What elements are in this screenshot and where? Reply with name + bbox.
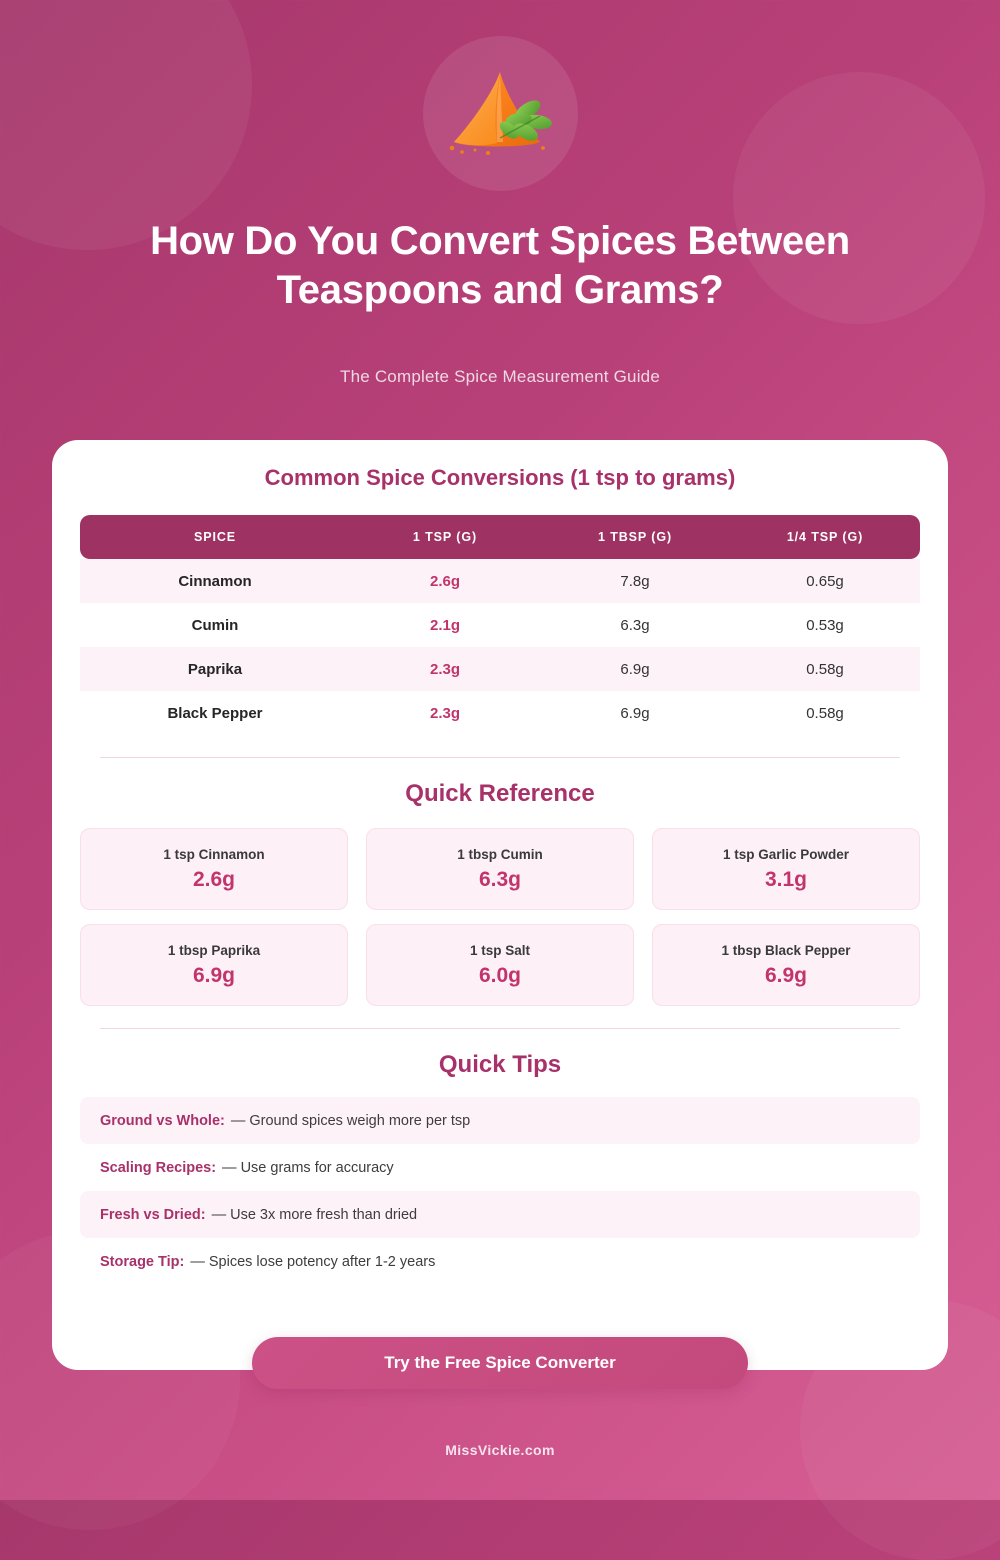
quick-tips-list [80, 1097, 920, 1285]
column-header-tbsp: 1 TBSP (G) [540, 515, 730, 559]
table-row [80, 603, 920, 647]
column-header-spice: SPICE [80, 515, 350, 559]
cell-tsp: 2.3g [350, 691, 540, 735]
cell-tsp: 2.1g [350, 603, 540, 647]
cell-tsp: 2.3g [350, 647, 540, 691]
cell-tbsp: 6.9g [540, 647, 730, 691]
quick-reference-label: 1 tsp Garlic Powder [722, 846, 850, 862]
spice-powder-pile-icon [444, 62, 556, 166]
list-item [80, 1097, 920, 1144]
tip-text: — Ground spices weigh more per tsp [230, 1112, 471, 1129]
cell-tbsp: 6.3g [540, 603, 730, 647]
quick-reference-card[interactable] [652, 924, 920, 1006]
conversions-table-title: Common Spice Conversions (1 tsp to grams) [264, 465, 736, 490]
table-row [80, 691, 920, 735]
table-row [80, 647, 920, 691]
quick-reference-value: 6.3g [478, 867, 522, 891]
cell-tbsp: 6.9g [540, 691, 730, 735]
cell-quarter-tsp: 0.58g [730, 647, 920, 691]
cell-tsp: 2.6g [350, 559, 540, 603]
divider-above-quick-reference [100, 757, 900, 758]
header [0, 0, 1000, 387]
conversions-table [80, 515, 920, 735]
quick-reference-card[interactable] [80, 828, 348, 910]
quick-reference-label: 1 tbsp Paprika [167, 942, 261, 958]
table-row [80, 559, 920, 603]
divider-above-quick-tips [100, 1028, 900, 1029]
quick-tips-title: Quick Tips [438, 1051, 562, 1078]
tip-label: Storage Tip: [100, 1253, 185, 1270]
cell-quarter-tsp: 0.53g [730, 603, 920, 647]
list-item [80, 1144, 920, 1191]
column-header-tsp: 1 TSP (G) [350, 515, 540, 559]
quick-reference-card[interactable] [366, 828, 634, 910]
cell-quarter-tsp: 0.65g [730, 559, 920, 603]
hero-badge [423, 36, 578, 191]
cell-quarter-tsp: 0.58g [730, 691, 920, 735]
tip-text: — Use grams for accuracy [222, 1159, 394, 1176]
cell-spice: Cumin [80, 603, 350, 647]
tip-text: — Spices lose potency after 1-2 years [190, 1253, 436, 1270]
quick-reference-label: 1 tsp Cinnamon [163, 846, 265, 862]
page-subtitle: The Complete Spice Measurement Guide [340, 367, 660, 386]
list-item [80, 1191, 920, 1238]
quick-reference-grid [80, 828, 920, 1006]
column-header-quarter-tsp: 1/4 TSP (G) [730, 515, 920, 559]
quick-reference-label: 1 tbsp Cumin [457, 846, 543, 862]
quick-reference-title: Quick Reference [405, 780, 595, 807]
quick-reference-value: 6.0g [478, 963, 522, 987]
quick-reference-value: 3.1g [764, 867, 808, 891]
tip-label: Ground vs Whole: [100, 1112, 225, 1129]
quick-reference-card[interactable] [652, 828, 920, 910]
content-card [52, 440, 948, 1370]
cell-spice: Cinnamon [80, 559, 350, 603]
quick-reference-label: 1 tsp Salt [469, 942, 531, 958]
quick-reference-card[interactable] [366, 924, 634, 1006]
quick-reference-value: 2.6g [192, 867, 236, 891]
page-title: How Do You Convert Spices Between Teaspoons and Grams? [150, 219, 850, 312]
footer-brand: MissVickie.com [445, 1442, 555, 1458]
table-header-row [80, 515, 920, 559]
cell-tbsp: 7.8g [540, 559, 730, 603]
tip-label: Fresh vs Dried: [100, 1206, 206, 1223]
list-item [80, 1238, 920, 1285]
cell-spice: Paprika [80, 647, 350, 691]
cell-spice: Black Pepper [80, 691, 350, 735]
quick-reference-value: 6.9g [764, 963, 808, 987]
try-free-spice-converter-button[interactable]: Try the Free Spice Converter [252, 1337, 748, 1389]
quick-reference-label: 1 tbsp Black Pepper [721, 942, 851, 958]
quick-reference-value: 6.9g [192, 963, 236, 987]
quick-reference-card[interactable] [80, 924, 348, 1006]
tip-label: Scaling Recipes: [100, 1159, 217, 1176]
tip-text: — Use 3x more fresh than dried [211, 1206, 418, 1223]
